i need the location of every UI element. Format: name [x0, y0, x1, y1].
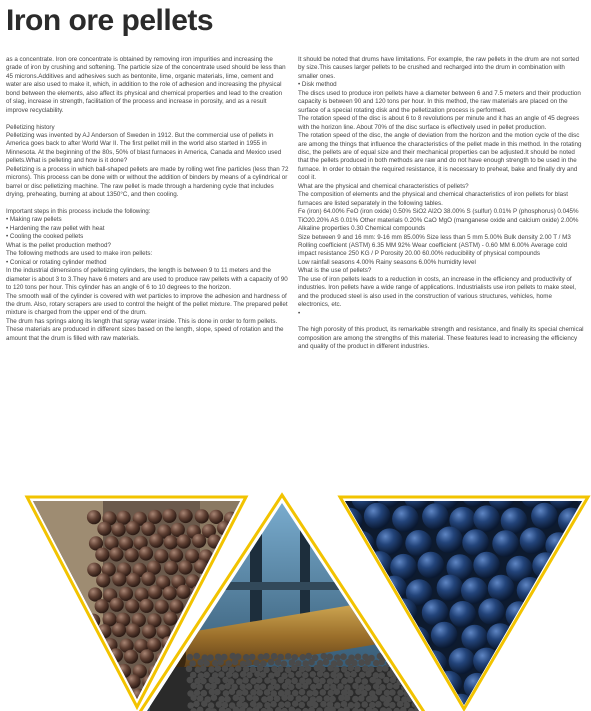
- section-heading: What are the physical and chemical characteristics of pellets?: [298, 182, 469, 190]
- bullet-item: • Conical or rotating cylinder method: [6, 258, 107, 266]
- paragraph: The high porosity of this product, its remarkable strength and resistance, and finally its special chemical composition are among the strengths of this material. These features lead to increasing the efficiency and quality of the product in different industries.: [298, 326, 584, 351]
- left-text-column: [6, 56, 289, 343]
- section-heading: Pelletizing history: [6, 123, 55, 131]
- photo-collage: [0, 487, 591, 711]
- paragraph: Fe (iron) 64.00% FeO (iron oxide) 0.50% SiO2 Al2O 38.00% S (sulfur) 0.01% P (phosphorus) 0.045% TiO20.20% AS 0.01% Other materials 0.20% CaO MgO (manganese oxide and calcium oxide) 2.00% Alkaline properties 0.30 Chemical compounds: [298, 208, 579, 233]
- bullet-item: •: [298, 309, 301, 317]
- paragraph: Low rainfall seasons 4.00% Rainy seasons 6.00% humidity level: [298, 258, 476, 266]
- paragraph: The rotation speed of the disc is about 6 to 8 revolutions per minute and it has an angle of 45 degrees with the horizon line. About 70% of the disc surface is effectively used in pellet production.: [298, 115, 580, 131]
- right-text-column: [298, 56, 585, 352]
- paragraph: The smooth wall of the cylinder is covered with wet particles to improve the adhesion and hardness of the drum. Also, rotary scrapers are used to control the height of the pellet mixture. The prepared pellet mixture is charged from the upper end of the drum.: [6, 292, 288, 317]
- paragraph: The drum has springs along its length that spray water inside. This is done in order to form pellets. These materials are produced in different sizes based on the length, slope, speed of rotation and the amount that the drum is filled with raw materials.: [6, 317, 284, 342]
- section-heading: What is the use of pellets?: [298, 267, 372, 275]
- paragraph: Important steps in this process include the following:: [6, 208, 151, 216]
- paragraph: The discs used to produce iron pellets have a diameter between 6 and 7.5 meters and their production capacity is between 90 and 120 tons per hour. In this method, the raw materials are placed on the surface of a special rotating disk and the pelletization process is performed.: [298, 89, 581, 114]
- section-heading: What is the pellet production method?: [6, 241, 111, 249]
- bullet-item: • Disk method: [298, 81, 337, 89]
- page-title: Iron ore pellets: [6, 4, 214, 37]
- paragraph: as a concentrate. Iron ore concentrate is obtained by removing iron impurities and increasing the grade of iron by crushing and softening. The particle size of the concentrate used should be less than 45 microns.Additives and adhesives such as bentonite, lime, organic materials, lime, cement and water are also used to make it, which, in addition to the role of adhesion and increasing the physical bond between the elements, also affect its physical and chemical properties and lead to the creation of slag, increase in strength, facilitation of the process and increase in porosity, and as a result improve recyclability.: [6, 56, 286, 114]
- paragraph: Pelletizing was invented by AJ Anderson of Sweden in 1912. But the commercial use of pellets in America goes back to after World War II. The first pellet mill in the world also started in 1955 in Minnesota. At the beginning of the 80s, 50% of blast furnaces in America, Canada and Mexico used pellets.What is pelleting and how is it done?: [6, 132, 282, 165]
- paragraph: The rotation speed of the disc, the angle of deviation from the horizon and the motion cycle of the disc are among the things that influence the characteristics of the pellet made in this method. In the rotating disc, the pellets are of equal size and their mechanical properties can be adjusted.It should be noted that the pellets produced in both methods are raw and do not have enough strength to be used in the furnace. In order to obtain the required resistance, it is necessary to preheat, bake and finally dry and cool it.: [298, 132, 582, 182]
- bullet-item: • Making raw pellets: [6, 216, 62, 224]
- paragraph: The following methods are used to make iron pellets:: [6, 250, 153, 258]
- paragraph: It should be noted that drums have limitations. For example, the raw pellets in the drum are not sorted by size.This causes larger pellets to be crushed and recharged into the drum in combination with smaller ones.: [298, 56, 580, 80]
- paragraph: The composition of elements and the physical and chemical characteristics of iron pellets for blast furnaces are listed separately in the following tables.: [298, 191, 568, 207]
- bullet-item: • Hardening the raw pellet with heat: [6, 224, 105, 232]
- bullet-item: • Cooling the cooked pellets: [6, 233, 84, 241]
- paragraph: Size between 9 and 16 mm: 9-16 mm 85.00% Size less than 5 mm 5.00% Bulk density 2.00 T / M3 Rolling coefficient (ASTM) 6.35 MM 92% Wear coefficient (ASTM) - 0.60 MM 6.00% Average cold impact resistance 250 KG / P Porosity 20.00 60.00% reducibility of physical compounds: [298, 233, 571, 258]
- paragraph: The use of iron pellets leads to a reduction in costs, an increase in the efficiency and productivity of industries. Iron pellets have a wide range of applications. Industrialists use iron pellets to make steel, and the produced steel is also used in the construction of various structures, vehicles, home electronics, etc.: [298, 275, 576, 309]
- paragraph: In the industrial dimensions of pelletizing cylinders, the length is between 9 to 11 meters and the diameter is about 3 to 3.They have 6 meters and are used to produce raw pellets with a capacity of 90 to 120 tons per hour. This cylinder has an angle of 6 to 10 degrees to the horizon.: [6, 267, 288, 292]
- paragraph: Pelletizing is a process in which ball-shaped pellets are made by rolling wet fine particles (less than 72 microns). This process can be done with or without the addition of binders by means of a cylindrical or barrel or disc pelletizing machine. The raw pellet is made through a hardening cycle that includes drying, preheating, burning at about 1350°C, and then cooling.: [6, 165, 289, 199]
